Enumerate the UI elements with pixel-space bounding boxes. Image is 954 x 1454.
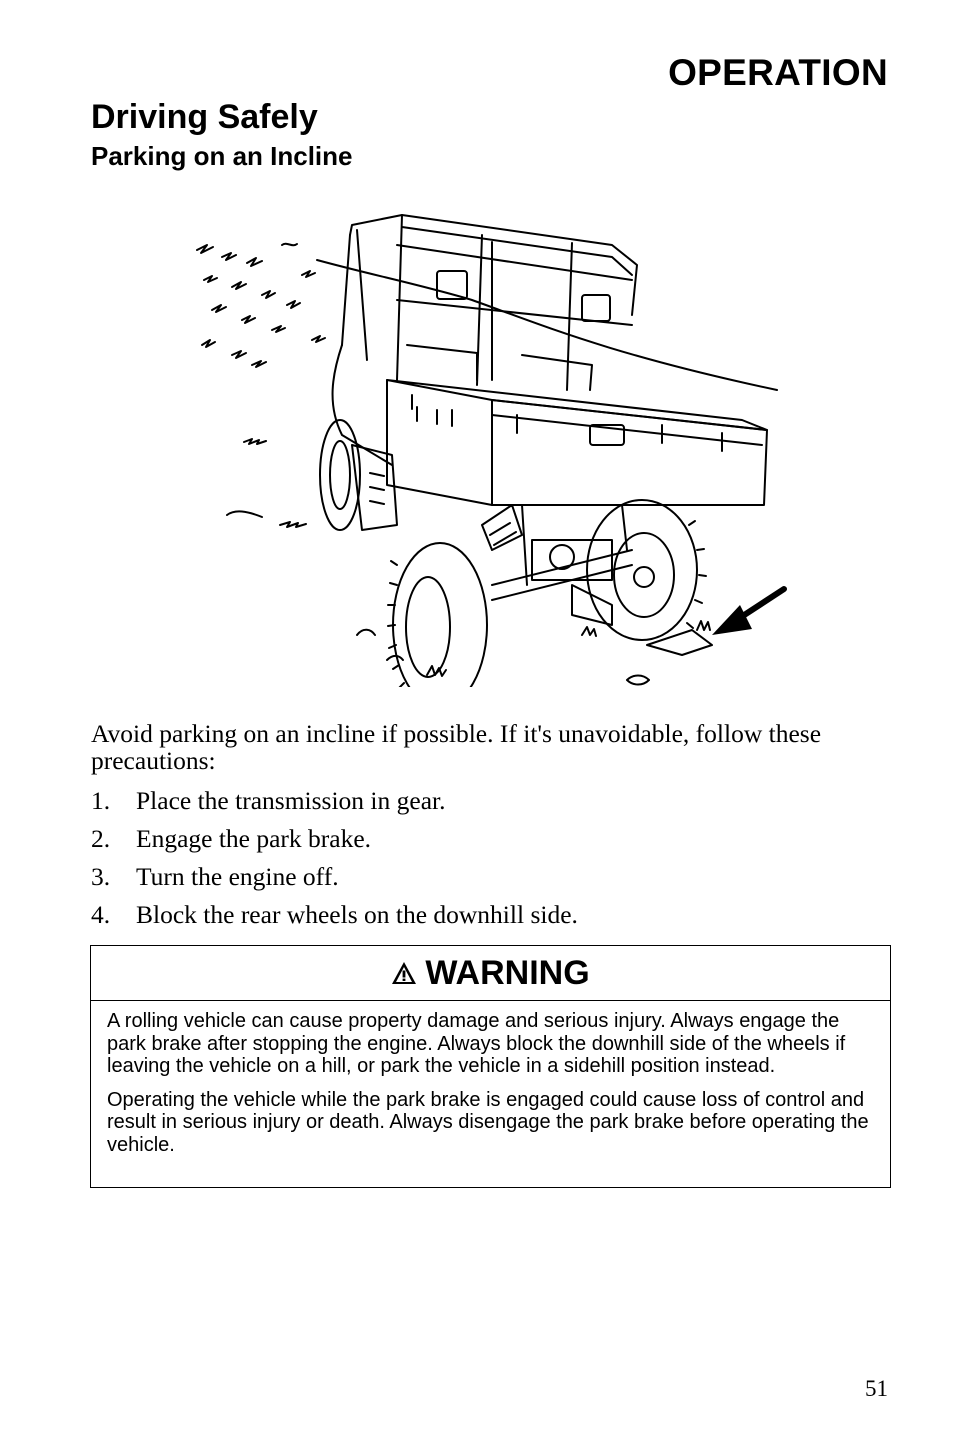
step-number: 3.	[91, 862, 111, 891]
step-text: Place the transmission in gear.	[136, 786, 446, 815]
warning-paragraph: A rolling vehicle can cause property damage and serious injury. Always engage the park brake after stopping the engine. Always block the downhill side of the wheels if leaving the vehicle on a hill, or park the vehicle in a sidehill position instead.	[107, 1010, 846, 1077]
steps-list	[91, 786, 891, 938]
step-text: Block the rear wheels on the downhill side.	[136, 900, 578, 929]
arrow-pointer-icon	[712, 589, 784, 635]
page-number: 51	[865, 1376, 888, 1401]
warning-triangle-icon	[391, 961, 417, 985]
list-item	[91, 786, 891, 824]
warning-paragraph: Operating the vehicle while the park brake is engaged could cause loss of control and result in serious injury or death. Always disengage the park brake before operating the vehicle.	[107, 1088, 869, 1156]
page-subtitle: Parking on an Incline	[91, 141, 353, 171]
warning-body	[91, 1001, 890, 1156]
step-number: 4.	[91, 900, 111, 929]
step-text: Turn the engine off.	[136, 862, 339, 891]
utility-vehicle-on-incline-illustration	[192, 205, 792, 687]
warning-box	[90, 945, 891, 1188]
intro-paragraph: Avoid parking on an incline if possible. If it's unavoidable, follow these precautions:	[91, 719, 822, 775]
page-title: Driving Safely	[91, 98, 318, 136]
step-number: 1.	[91, 786, 111, 815]
list-item	[91, 824, 891, 862]
list-item	[91, 900, 891, 938]
list-item	[91, 862, 891, 900]
section-heading: OPERATION	[668, 52, 888, 93]
warning-title: WARNING	[425, 953, 590, 992]
step-number: 2.	[91, 824, 111, 853]
step-text: Engage the park brake.	[136, 824, 372, 853]
warning-header	[91, 946, 890, 1001]
